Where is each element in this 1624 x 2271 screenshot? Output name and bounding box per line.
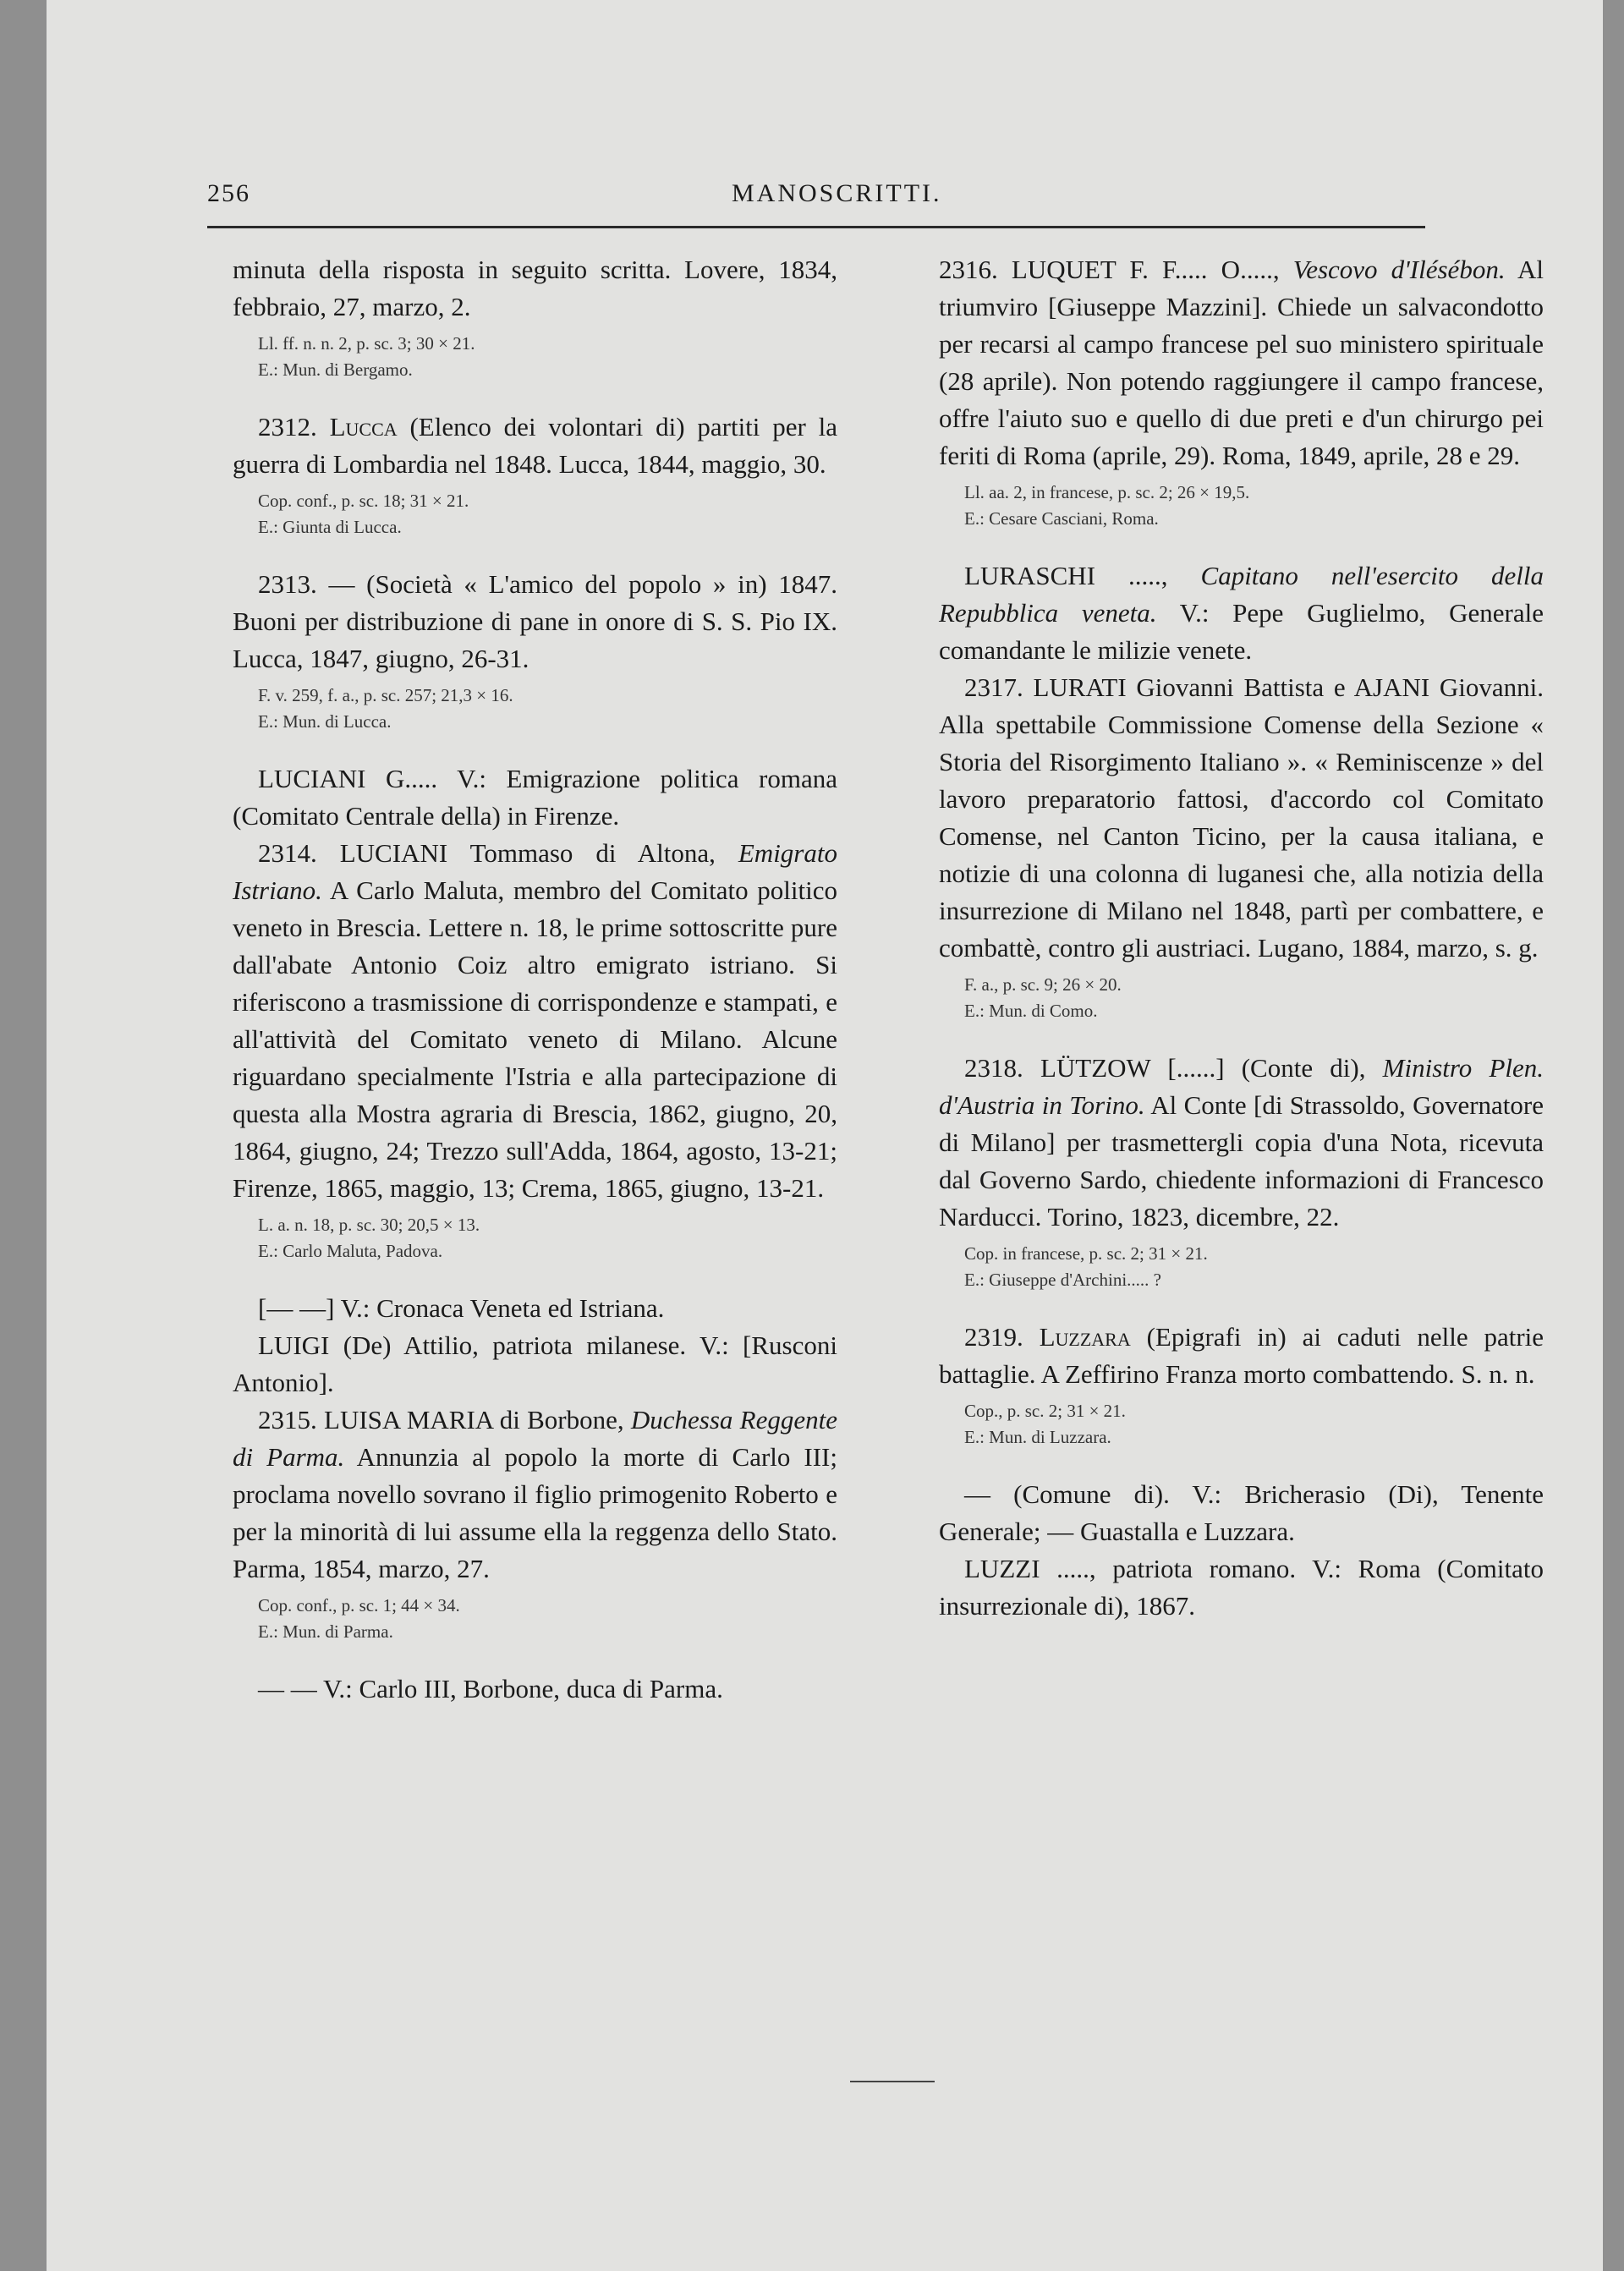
catalog-entry xyxy=(233,1327,837,1402)
right-column xyxy=(939,251,1544,1625)
entry-text-continued: Al triumviro [Giuseppe Mazzini]. Chiede un salvacondotto per recarsi al campo francese pel suo ministero spirituale (28 aprile). Non potendo raggiungere il campo francese, offre l'aiuto suo e quello di due preti e d'un chirurgo pei feriti di Roma (aprile, 29). Roma, 1849, aprile, 28 e 29. xyxy=(939,255,1544,470)
catalog-entry xyxy=(233,409,837,483)
metadata-line: E.: Mun. di Lucca. xyxy=(258,711,392,732)
entry-text: (Elenco dei volontari di) partiti per la guerra di Lombardia nel 1848. Lucca, 1844, maggio, 30. xyxy=(233,412,838,479)
entry-text: (Epigrafi in) ai caduti nelle patrie battaglie. A Zeffirino Franza morto combattendo. S. n. n. xyxy=(939,1322,1544,1389)
entry-metadata xyxy=(258,331,837,383)
entry-text: — (Comune di). V.: Bricherasio (Di), Tenente Generale; — Guastalla e Luzzara. xyxy=(939,1479,1544,1546)
metadata-line: E.: Cesare Casciani, Roma. xyxy=(964,508,1159,529)
catalog-entry xyxy=(233,760,837,835)
metadata-line: Cop. conf., p. sc. 18; 31 × 21. xyxy=(258,491,469,511)
metadata-line: F. a., p. sc. 9; 26 × 20. xyxy=(964,974,1122,995)
entry-text: LURASCHI ....., xyxy=(964,561,1168,590)
catalog-entry xyxy=(233,251,837,326)
catalog-entry xyxy=(233,1290,837,1327)
entry-text-continued: Al Conte [di Strassoldo, Governatore di Milano] per trasmettergli copia d'una Nota, ricevuta dal Governo Sardo, chiedente informazioni di Francesco Narducci. Torino, 1823, dicembre, 22. xyxy=(939,1090,1544,1231)
entry-number: 2314. xyxy=(258,838,317,868)
catalog-entry xyxy=(939,1050,1544,1236)
entry-title-italic: Ministro Plen. d'Austria in Torino. xyxy=(939,1053,1544,1120)
entry-metadata xyxy=(964,1398,1544,1451)
catalog-entry xyxy=(233,1670,837,1708)
entry-number: 2318. xyxy=(964,1053,1023,1083)
running-head xyxy=(207,179,1425,222)
metadata-line: Cop. conf., p. sc. 1; 44 × 34. xyxy=(258,1595,460,1615)
entry-text: LUCIANI Tommaso di Altona, xyxy=(339,838,716,868)
entry-text-continued: A Carlo Maluta, membro del Comitato politico veneto in Brescia. Lettere n. 18, le prime sottoscritte pure dall'abate Antonio Coiz altro emigrato istriano. Si riferiscono a trasmissione di corrispondenze e stampati, e all'attività del Comitato veneto di Milano. Alcune riguardano specialmente l'Istria e alla partecipazione di questa alla Mostra agraria di Brescia, 1862, giugno, 20, 1864, giugno, 24; Trezzo sull'Adda, 1864, agosto, 13-21; Firenze, 1865, maggio, 13; Crema, 1865, giugno, 13-21. xyxy=(233,875,837,1203)
catalog-entry xyxy=(939,1319,1544,1393)
metadata-line: L. a. n. 18, p. sc. 30; 20,5 × 13. xyxy=(258,1215,480,1235)
page-number: 256 xyxy=(207,179,250,207)
catalog-entry xyxy=(939,1550,1544,1625)
entry-text: LURATI Giovanni Battista e AJANI Giovanni. Alla spettabile Commissione Comense della Sezione « Storia del Risorgimento Italiano ». « Reminiscenze » del lavoro preparatorio fattosi, d'accordo col Comitato Comense, nel Canton Ticino, per la causa italiana, e notizie di una colonna di luganesi che, alla notizia della insurrezione di Milano nel 1848, partì per combattere, e combattè, contro gli austriaci. Lugano, 1884, marzo, s. g. xyxy=(939,672,1544,963)
entry-number: 2317. xyxy=(964,672,1023,702)
header-rule xyxy=(207,226,1425,228)
entry-text: LUISA MARIA di Borbone, xyxy=(324,1405,624,1434)
entry-metadata xyxy=(964,972,1544,1024)
entry-metadata xyxy=(964,1241,1544,1293)
entry-text: — — V.: Carlo III, Borbone, duca di Parma. xyxy=(258,1674,723,1703)
entry-number: 2312. xyxy=(258,412,317,442)
entry-text-continued: V.: Pepe Guglielmo, Generale comandante le milizie venete. xyxy=(939,598,1544,665)
metadata-line: E.: Carlo Maluta, Padova. xyxy=(258,1241,443,1261)
running-title: MANOSCRITTI. xyxy=(732,179,942,207)
entry-text: minuta della risposta in seguito scritta. Lovere, 1834, febbraio, 27, marzo, 2. xyxy=(233,255,837,321)
entry-title-italic: Capitano nell'esercito della Repubblica veneta. xyxy=(939,561,1544,628)
entry-heading: Luzzara xyxy=(1039,1322,1131,1352)
entry-number: 2313. xyxy=(258,569,317,599)
entry-number: 2316. xyxy=(939,255,998,284)
entry-title-italic: Vescovo d'Ilésébon. xyxy=(1292,255,1506,284)
entry-text: LUZZI ....., patriota romano. V.: Roma (Comitato insurrezionale di), 1867. xyxy=(939,1554,1544,1621)
left-column xyxy=(233,251,837,1708)
entry-number: 2315. xyxy=(258,1405,317,1434)
entry-text: LUQUET F. F..... O....., xyxy=(1011,255,1280,284)
catalog-entry xyxy=(233,835,837,1207)
metadata-line: Cop., p. sc. 2; 31 × 21. xyxy=(964,1401,1126,1421)
entry-text-continued: Annunzia al popolo la morte di Carlo III; proclama novello sovrano il figlio primogenito Roberto e per la minorità di lui assume ella la reggenza dello Stato. Parma, 1854, marzo, 27. xyxy=(233,1442,837,1583)
metadata-line: Cop. in francese, p. sc. 2; 31 × 21. xyxy=(964,1243,1208,1264)
catalog-entry xyxy=(939,251,1544,474)
entry-metadata xyxy=(258,488,837,540)
entry-metadata xyxy=(258,1593,837,1645)
metadata-line: E.: Mun. di Luzzara. xyxy=(964,1427,1111,1447)
catalog-entry xyxy=(233,566,837,677)
entry-text: [— —] V.: Cronaca Veneta ed Istriana. xyxy=(258,1293,665,1323)
metadata-line: Ll. aa. 2, in francese, p. sc. 2; 26 × 19,5. xyxy=(964,482,1250,502)
metadata-line: F. v. 259, f. a., p. sc. 257; 21,3 × 16. xyxy=(258,685,513,705)
entry-metadata xyxy=(258,1212,837,1264)
entry-title-italic: Duchessa Reggente di Parma. xyxy=(233,1405,837,1472)
metadata-line: E.: Mun. di Parma. xyxy=(258,1621,393,1642)
metadata-line: Ll. ff. n. n. 2, p. sc. 3; 30 × 21. xyxy=(258,333,475,354)
metadata-line: E.: Mun. di Como. xyxy=(964,1001,1098,1021)
catalog-entry xyxy=(939,1476,1544,1550)
catalog-entry xyxy=(939,557,1544,669)
metadata-line: E.: Mun. di Bergamo. xyxy=(258,359,413,380)
entry-metadata xyxy=(258,683,837,735)
entry-text: LUCIANI G..... V.: Emigrazione politica romana (Comitato Centrale della) in Firenze. xyxy=(233,764,837,831)
entry-metadata xyxy=(964,480,1544,532)
end-rule xyxy=(850,2081,935,2082)
entry-text: LÜTZOW [......] (Conte di), xyxy=(1040,1053,1366,1083)
metadata-line: E.: Giunta di Lucca. xyxy=(258,517,402,537)
entry-heading: Lucca xyxy=(329,412,398,442)
catalog-entry xyxy=(939,669,1544,967)
entry-number: 2319. xyxy=(964,1322,1023,1352)
metadata-line: E.: Giuseppe d'Archini..... ? xyxy=(964,1270,1161,1290)
catalog-entry xyxy=(233,1402,837,1588)
entry-text: LUIGI (De) Attilio, patriota milanese. V.: [Rusconi Antonio]. xyxy=(233,1330,837,1397)
entry-title-italic: Emigrato Istriano. xyxy=(233,838,837,905)
entry-text: — (Società « L'amico del popolo » in) 1847. Buoni per distribuzione di pane in onore di S. S. Pio IX. Lucca, 1847, giugno, 26-31. xyxy=(233,569,837,673)
